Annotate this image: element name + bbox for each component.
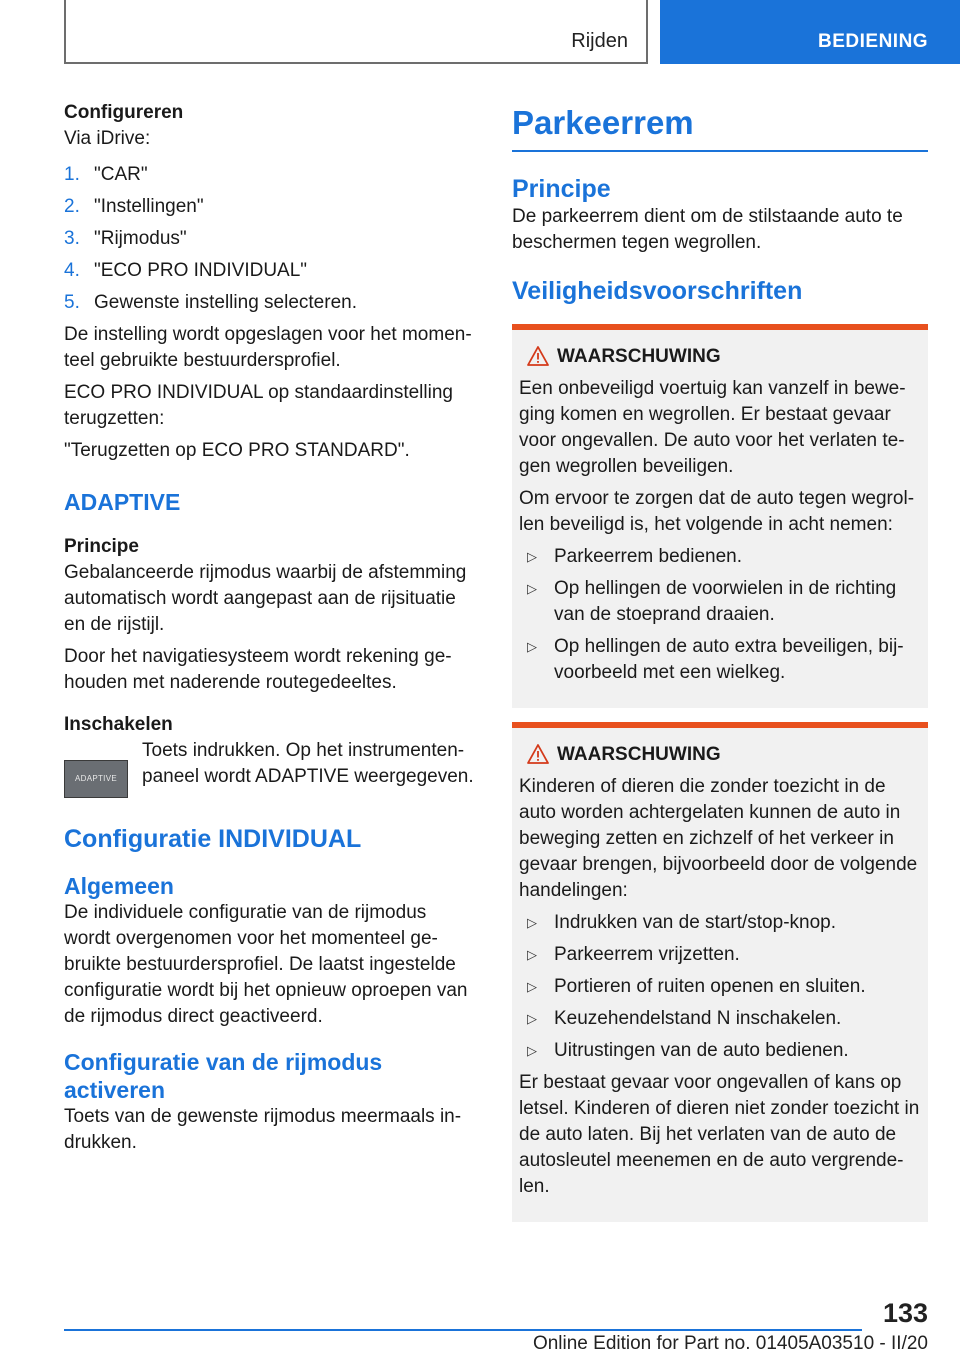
via-idrive-text: Via iDrive: <box>64 128 151 149</box>
parkeerrem-principe-heading: Principe <box>512 175 611 203</box>
warning-triangle-icon <box>527 346 549 366</box>
list-item: 5. Gewenste instelling selecteren. <box>64 292 357 313</box>
adaptive-principe-p2: Door het navigatiesysteem wordt rekening gehouden met naderende routegedeeltes. <box>64 646 452 693</box>
configureren-steps <box>64 162 474 316</box>
triangle-bullet-icon: ▷ <box>527 581 537 596</box>
header-section-box <box>64 0 648 64</box>
triangle-bullet-icon: ▷ <box>527 639 537 654</box>
list-item: 2. "Instellingen" <box>64 196 204 217</box>
page-number: 133 <box>882 1298 928 1328</box>
warning-1-bullets <box>519 544 921 686</box>
warning-2-bullets <box>519 910 921 1064</box>
adaptive-principe-p1: Gebalanceerde rijmodus waarbij de afstemming automatisch wordt aangepast aan de rijsituatie en de rijstijl. <box>64 562 467 635</box>
warning-1-paragraph-2: Om ervoor te zorgen dat de auto tegen wegrollen beveiligd is, het volgende in acht nemen: <box>519 488 915 535</box>
header-chapter-tab <box>660 0 960 64</box>
inschakelen-row <box>64 738 474 798</box>
list-item: ▷ Indrukken van de start/stop-knop. <box>519 910 921 936</box>
warning-1-paragraph-1: Een onbeveiligd voertuig kan vanzelf in beweging komen en wegrollen. Er bestaat gevaar voor ongevallen. De auto voor het verlaten tegen wegrollen beveiligen. <box>519 378 906 477</box>
configureren-heading: Configureren <box>64 102 184 123</box>
left-column <box>64 100 474 1156</box>
warning-2-paragraph-2: Er bestaat gevaar voor ongevallen of kans op letsel. Kinderen of dieren niet zonder toezicht in de auto laten. Bij het verlaten van de auto de autosleutel meenemen en de auto vergrendelen. <box>519 1072 920 1197</box>
triangle-bullet-icon: ▷ <box>527 947 537 962</box>
adaptive-button-image: ADAPTIVE <box>64 760 128 798</box>
veiligheid-heading: Veiligheidsvoorschriften <box>512 277 803 305</box>
warning-title: WAARSCHUWING <box>519 742 921 768</box>
configureren-paragraph-2: ECO PRO INDIVIDUAL op standaardinstelling terugzetten: <box>64 382 453 429</box>
activeren-heading: Configuratie van de rijmodus activeren <box>64 1049 383 1103</box>
warning-title: WAARSCHUWING <box>519 344 921 370</box>
list-item: ▷ Parkeerrem vrijzetten. <box>519 942 921 968</box>
footer-divider <box>64 1329 862 1331</box>
footer-edition-text: Online Edition for Part no. 01405A03510 - II/20 <box>532 1333 928 1354</box>
list-item: 3. "Rijmodus" <box>64 228 187 249</box>
triangle-bullet-icon: ▷ <box>527 979 537 994</box>
configureren-paragraph-3: "Terugzetten op ECO PRO STANDARD". <box>64 440 410 461</box>
algemeen-text: De individuele configuratie van de rijmodus wordt overgenomen voor het momenteel gebruikte bestuurdersprofiel. De laatst ingestelde configuratie wordt bij het opnieuw oproepen van de rijmodus direct geactiveerd. <box>64 902 468 1027</box>
inschakelen-heading: Inschakelen <box>64 714 173 735</box>
adaptive-principe-heading: Principe <box>64 536 139 557</box>
list-item: ▷ Keuzehendelstand N inschakelen. <box>519 1006 921 1032</box>
list-item: 4. "ECO PRO INDIVIDUAL" <box>64 260 308 281</box>
triangle-bullet-icon: ▷ <box>527 1011 537 1026</box>
header-section-title: Rijden <box>571 30 628 52</box>
list-item: ▷ Uitrustingen van de auto bedienen. <box>519 1038 921 1064</box>
individual-heading: Configuratie INDIVIDUAL <box>64 825 362 853</box>
inschakelen-text: Toets indrukken. Op het instrumentenpaneel wordt ADAPTIVE weergegeven. <box>142 740 474 787</box>
parkeerrem-principe-text: De parkeerrem dient om de stilstaande auto te beschermen tegen wegrollen. <box>512 206 903 253</box>
warning-box-1 <box>512 324 928 708</box>
list-item: ▷ Op hellingen de voorwielen in de richting van de stoeprand draaien. <box>527 578 897 625</box>
warning-2-paragraph-1: Kinderen of dieren die zonder toezicht in de auto worden achtergelaten kunnen de auto in beweging zetten en zichzelf of het verkeer in gevaar brengen, bijvoorbeeld door de volgende handelingen: <box>519 776 918 901</box>
activeren-text: Toets van de gewenste rijmodus meermaals indrukken. <box>64 1106 462 1153</box>
triangle-bullet-icon: ▷ <box>527 1043 537 1058</box>
triangle-bullet-icon: ▷ <box>527 549 537 564</box>
warning-box-2 <box>512 722 928 1222</box>
right-column <box>512 100 928 1222</box>
triangle-bullet-icon: ▷ <box>527 915 537 930</box>
algemeen-heading: Algemeen <box>64 873 174 899</box>
list-item: ▷ Portieren of ruiten openen en sluiten. <box>519 974 921 1000</box>
adaptive-heading: ADAPTIVE <box>64 489 181 515</box>
list-item: ▷ Parkeerrem bedienen. <box>519 544 921 570</box>
page-title: Parkeerrem <box>512 100 928 152</box>
list-item: 1. "CAR" <box>64 164 148 185</box>
header-chapter-title: BEDIENING <box>818 31 929 52</box>
list-item: ▷ Op hellingen de auto extra beveiligen, bijvoorbeeld met een wielkeg. <box>527 636 904 683</box>
warning-triangle-icon <box>527 744 549 764</box>
configureren-paragraph-1: De instelling wordt opgeslagen voor het momenteel gebruikte bestuurdersprofiel. <box>64 324 472 371</box>
